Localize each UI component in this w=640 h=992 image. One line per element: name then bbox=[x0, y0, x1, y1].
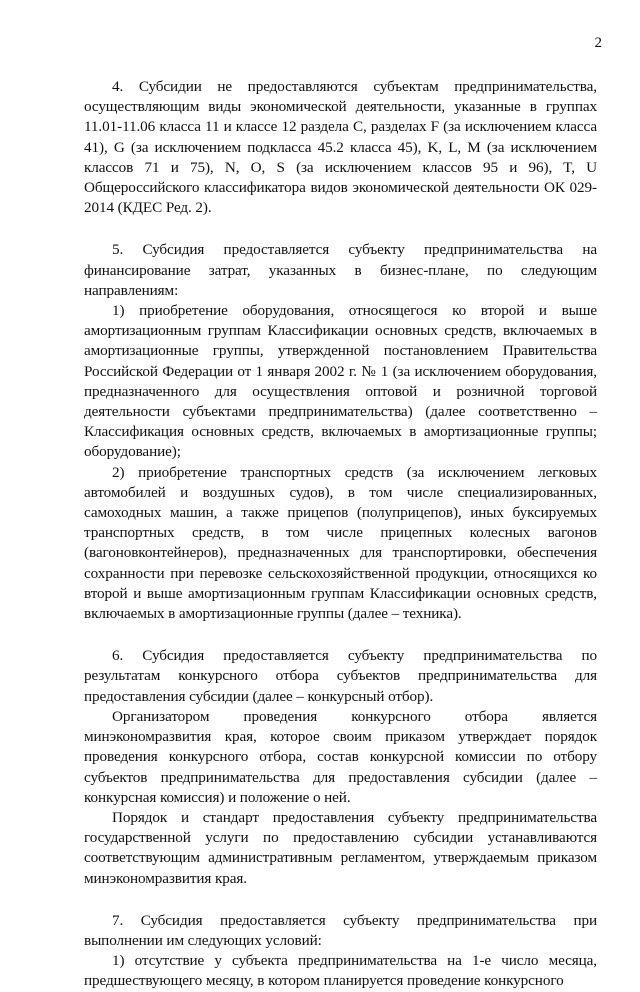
paragraph-clause-6-procedure: Порядок и стандарт предоставления субъекту предпринимательства государственной услуги по предоставлению субсидии устанавливаются соответствующим административным регламентом, утверждаемым приказом минэкономразвития края. bbox=[84, 808, 597, 887]
document-body bbox=[84, 77, 597, 992]
paragraph-clause-6-organizer: Организатором проведения конкурсного отбора является минэкономразвития края, которое своим приказом утверждает порядок проведения конкурсного отбора, состав конкурсной комиссии по отбору субъектов предпринимательства для предоставления субсидии (далее – конкурсная комиссия) и положение о ней. bbox=[84, 707, 597, 806]
paragraph-clause-5: 5. Субсидия предоставляется субъекту предпринимательства на финансирование затрат, указанных в бизнес-плане, по следующим направлениям: bbox=[84, 241, 597, 299]
paragraph-clause-5-item-2: 2) приобретение транспортных средств (за исключением легковых автомобилей и воздушных судов), в том числе специализированных, самоходных машин, а также прицепов (полуприцепов), иных буксируемых транспортных средств, в том числе прицепных колесных вагонов (вагоновконтейнеров), предназначенных для транспортировки, обеспечения сохранности при перевозке сельскохозяйственной продукции, относящихся ко второй и выше амортизационным группам Классификации основных средств, включаемых в амортизационные группы (далее – техника). bbox=[84, 463, 597, 623]
paragraph-clause-5-item-1: 1) приобретение оборудования, относящегося ко второй и выше амортизационным группам Классификации основных средств, включаемых в амортизационные группы, утвержденной постановлением Правительства Российской Федерации от 1 января 2002 г. № 1 (за исключением оборудования, предназначенного для осуществления оптовой и розничной торговой деятельности субъектами предпринимательства) (далее соответственно – Классификация основных средств, включаемых в амортизационные группы; оборудование); bbox=[84, 302, 597, 461]
page-number: 2 bbox=[594, 35, 602, 51]
paragraph-clause-7: 7. Субсидия предоставляется субъекту предпринимательства при выполнении им следующих условий: bbox=[84, 911, 597, 949]
paragraph-clause-4: 4. Субсидии не предоставляются субъектам предпринимательства, осуществляющим виды экономической деятельности, указанные в группах 11.01-11.06 класса 11 и классе 12 раздела С, разделах F (за исключением класса 41), G (за исключением подкласса 45.2 класса 45), K, L, M (за исключением классов 71 и 75), N, O, S (за исключением классов 95 и 96), T, U Общероссийского классификатора видов экономической деятельности ОК 029-2014 (КДЕС Ред. 2). bbox=[84, 78, 597, 217]
paragraph-clause-6: 6. Субсидия предоставляется субъекту предпринимательства по результатам конкурсного отбора субъектов предпринимательства для предоставления субсидии (далее – конкурсный отбор). bbox=[84, 647, 597, 705]
paragraph-clause-7-item-1: 1) отсутствие у субъекта предпринимательства на 1-е число месяца, предшествующего месяцу, в котором планируется проведение конкурсного bbox=[84, 952, 597, 990]
